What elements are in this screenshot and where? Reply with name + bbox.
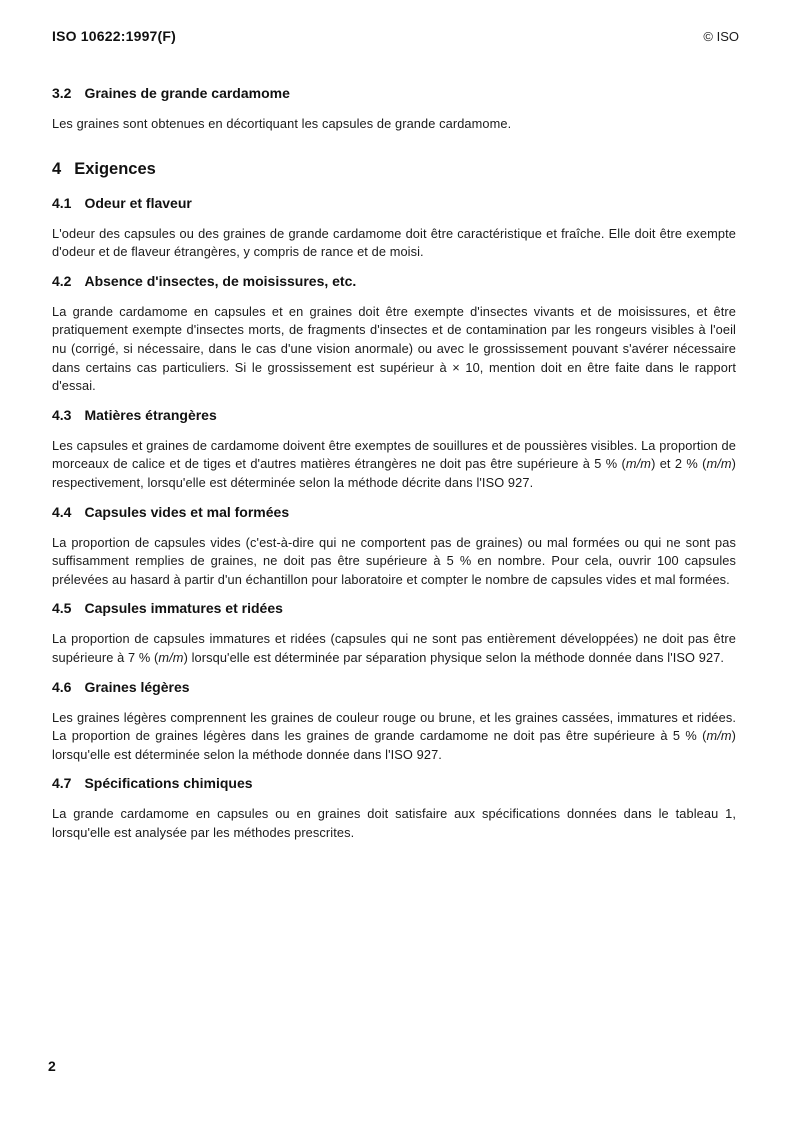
section-heading-4-2 (52, 273, 736, 289)
section-number: 4.6 (52, 678, 72, 695)
italic-text-run: m/m (706, 728, 732, 744)
page-header (52, 28, 739, 44)
italic-text-run: m/m (625, 456, 652, 472)
text-run: ) respectivement, lorsqu'elle est déterminée selon la méthode décrite dans l'ISO 927. (52, 456, 736, 490)
section-number: 4.5 (52, 600, 72, 617)
section-number: 3.2 (52, 85, 72, 101)
text-run: ) et 2 % ( (651, 456, 707, 472)
section-number: 4.4 (52, 503, 72, 520)
text-run: ) lorsqu'elle est déterminée selon la méthode donnée dans l'ISO 927. (52, 728, 736, 762)
section-number: 4.2 (52, 272, 72, 289)
section-heading-4-7 (52, 775, 736, 791)
section-title: Spécifications chimiques (84, 775, 253, 792)
paragraph-3-2 (52, 115, 736, 134)
text-run: La proportion de capsules immatures et ridées (capsules qui ne sont pas entièrement développées) ne doit pas être supérieure à 7 % ( (52, 631, 736, 665)
paragraph-4-6 (52, 709, 736, 765)
paragraph-4-2 (52, 303, 736, 396)
section-title: Capsules immatures et ridées (84, 600, 283, 617)
paragraph-4-5 (52, 630, 736, 667)
paragraph-4-7 (52, 805, 736, 842)
section-heading-4-4 (52, 504, 736, 520)
text-run: Les graines sont obtenues en décortiquant les capsules de grande cardamome. (52, 116, 512, 131)
section-title: Matières étrangères (84, 406, 217, 423)
text-run: Les capsules et graines de cardamome doivent être exemptes de souillures et de poussières visibles. La proportion de morceaux de calice et de tiges et d'autres matières étrangères ne doit pas être supérieure à 5 % ( (52, 437, 736, 472)
section-number: 4.1 (52, 194, 72, 211)
italic-text-run: m/m (158, 649, 184, 665)
section-title: Exigences (74, 159, 156, 178)
text-run: La grande cardamome en capsules et en graines doit être exempte d'insectes vivants et de moisissures, et être pratiquement exempte d'insectes morts, de fragments d'insectes et de contamination par les rongeurs visibles à l'oeil nu (corrigé, si nécessaire, dans le cas d'une vision anormale) ou avec le grossissement pouvant s'avérer nécessaire dans certains cas particuliers. Si le grossissement est supérieur à × 10, mention doit en être faite dans le rapport d'essai. (52, 303, 736, 394)
section-title: Capsules vides et mal formées (84, 503, 290, 520)
section-heading-4-6 (52, 679, 736, 695)
italic-text-run: m/m (706, 456, 732, 472)
page-number: 2 (48, 1058, 56, 1074)
section-number: 4.7 (52, 775, 72, 792)
paragraph-4-4 (52, 534, 736, 590)
section-title: Graines de grande cardamome (84, 85, 290, 101)
text-run: L'odeur des capsules ou des graines de grande cardamome doit être caractéristique et fraîche. Elle doit être exempte d'odeur et de flaveur étrangères, y compris de rance et de moisi. (52, 225, 736, 260)
section-heading-3-2 (52, 85, 736, 101)
text-run: Les graines légères comprennent les graines de couleur rouge ou brune, et les graines cassées, immatures et ridées. La proportion de graines légères dans les graines de grande cardamome ne doit pas être supérieure à 5 % ( (52, 709, 736, 744)
copyright-notice: © ISO (703, 29, 739, 44)
section-title: Graines légères (84, 678, 190, 695)
text-run: ) lorsqu'elle est déterminée par séparation physique selon la méthode donnée dans l'ISO 927. (183, 649, 725, 665)
paragraph-4-3 (52, 437, 736, 493)
text-run: La proportion de capsules vides (c'est-à-dire qui ne comportent pas de graines) ou mal formées ou qui ne sont pas suffisamment remplies de graines, ne doit pas être supérieure à 5 % en nombre. Pour cela, ouvrir 100 capsules prélevées au hasard à partir d'un échantillon pour laboratoire et compter le nombre de capsules vides et mal formées. (52, 534, 736, 587)
section-number: 4.3 (52, 406, 72, 423)
section-heading-4-1 (52, 195, 736, 211)
section-heading-4-5 (52, 600, 736, 616)
section-title: Absence d'insectes, de moisissures, etc. (84, 272, 357, 289)
section-title: Odeur et flaveur (84, 194, 192, 211)
section-number: 4 (52, 159, 62, 178)
section-heading-4 (52, 160, 736, 178)
document-reference: ISO 10622:1997(F) (52, 28, 177, 44)
text-run: La grande cardamome en capsules ou en graines doit satisfaire aux spécifications données dans le tableau 1, lorsqu'elle est analysée par les méthodes prescrites. (52, 806, 736, 840)
paragraph-4-1 (52, 225, 736, 262)
section-heading-4-3 (52, 407, 736, 423)
document-body (52, 85, 736, 842)
